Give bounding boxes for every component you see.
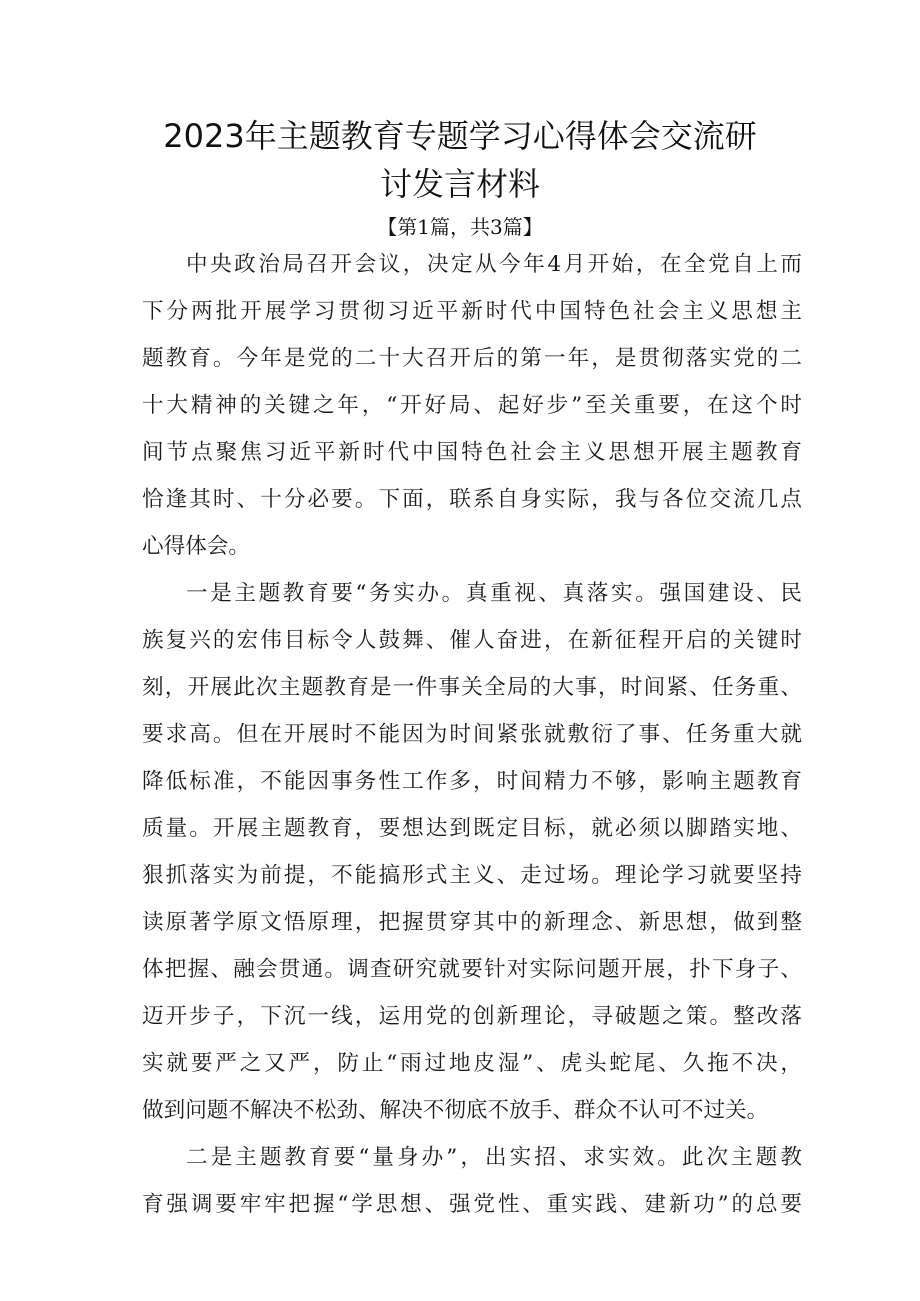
body-line: 要求高。但在开展时不能因为时间紧张就敷衍了事、任务重大就 (142, 722, 802, 747)
body-line: 一是主题教育要“务实办。真重视、真落实。强国建设、民 (186, 581, 802, 606)
body-line: 族复兴的宏伟目标令人鼓舞、催人奋进，在新征程开启的关键时 (142, 628, 802, 653)
body-line: 读原著学原文悟原理，把握贯穿其中的新理念、新思想，做到整 (142, 910, 802, 935)
body-line: 育强调要牢牢把握“学思想、强党性、重实践、建新功”的总要 (142, 1192, 802, 1217)
body-line: 实就要严之又严，防止“雨过地皮湿”、虎头蛇尾、久拖不决， (142, 1051, 802, 1076)
body-line: 间节点聚焦习近平新时代中国特色社会主义思想开展主题教育 (142, 440, 802, 465)
document-title-line-1: 2023年主题教育专题学习心得体会交流研 (163, 117, 757, 155)
body-line: 题教育。今年是党的二十大召开后的第一年，是贯彻落实党的二 (142, 346, 802, 371)
body-line: 下分两批开展学习贯彻习近平新时代中国特色社会主义思想主 (142, 299, 802, 324)
body-line: 十大精神的关键之年，“开好局、起好步”至关重要，在这个时 (142, 393, 802, 418)
body-line: 体把握、融会贯通。调查研究就要针对实际问题开展，扑下身子、 (142, 957, 802, 982)
body-line: 质量。开展主题教育，要想达到既定目标，就必须以脚踏实地、 (142, 816, 802, 841)
body-line: 降低标准，不能因事务性工作多，时间精力不够，影响主题教育 (142, 769, 802, 794)
body-line: 做到问题不解决不松劲、解决不彻底不放手、群众不认可不过关。 (142, 1098, 769, 1123)
document-title-line-2: 讨发言材料 (379, 165, 540, 203)
body-line: 恰逢其时、十分必要。下面，联系自身实际，我与各位交流几点 (142, 487, 802, 512)
body-line: 狠抓落实为前提，不能搞形式主义、走过场。理论学习就要坚持 (142, 863, 802, 888)
document-part-indicator: 【第1篇，共3篇】 (377, 215, 543, 239)
body-line: 二是主题教育要“量身办”，出实招、求实效。此次主题教 (186, 1145, 802, 1170)
body-line: 刻，开展此次主题教育是一件事关全局的大事，时间紧、任务重、 (142, 675, 802, 700)
body-line: 心得体会。 (142, 534, 250, 559)
body-line: 中央政治局召开会议，决定从今年4月开始，在全党自上而 (186, 252, 802, 277)
body-line: 迈开步子，下沉一线，运用党的创新理论，寻破题之策。整改落 (142, 1004, 802, 1029)
